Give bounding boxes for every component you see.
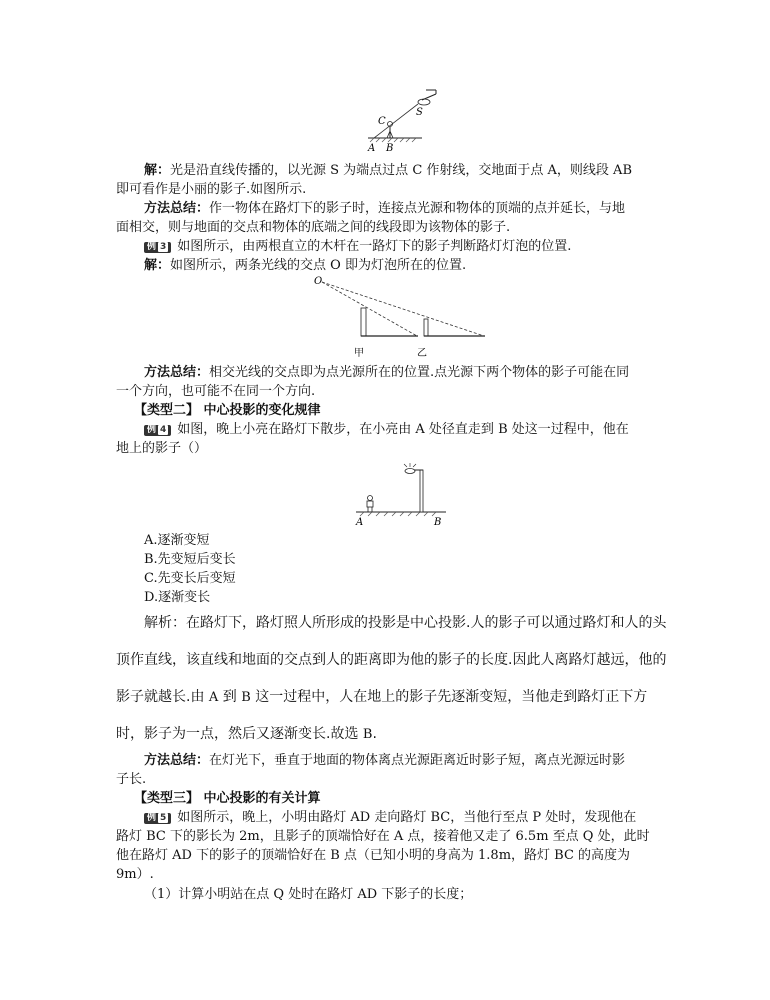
example-5-tag-num: 5: [160, 813, 167, 823]
fig3-label-a: A: [356, 517, 364, 528]
example-5-line-3: 他在路灯 AD 下的影子的顶端恰好在 B 点（已知小明的身高为 1.8m，路灯 BC 的高度为: [116, 848, 631, 863]
analysis-3b: A: [208, 690, 219, 705]
fig1-label-b: B: [386, 143, 394, 152]
figure-shadow-girl: [360, 80, 450, 152]
example-3-tag: [144, 242, 171, 253]
example-3-text: 如图所示，由两根直立的木杆在一路灯下的影子判断路灯灯泡的位置.: [177, 239, 572, 254]
fig3-label-b: B: [434, 517, 442, 528]
option-c: C.先变长后变短: [144, 571, 236, 586]
fig2-label-o: O: [314, 276, 323, 287]
question-1: （1）计算小明站在点 Q 处时在路灯 AD 下影子的长度；: [144, 887, 473, 902]
example-5-line-2: 路灯 BC 下的影长为 2m，且影子的顶端恰好在 A 点，接着他又走了 6.5m 至点 Q 处，此时: [116, 829, 650, 844]
solution-1-text-1: 光是沿直线传播的，以光源 S 为端点过点 C 作射线，交地面于点 A，则线段 AB: [170, 163, 632, 178]
summary-3-text-1: 在灯光下，垂直于地面的物体离点光源距离近时影子短，离点光源远时影: [209, 753, 626, 768]
fig2-label-jia: 甲: [354, 348, 364, 359]
type-2-heading: 【类型二】 中心投影的变化规律: [134, 403, 321, 418]
example-4-tag-label: 例: [147, 425, 157, 435]
summary-3-line-2: 子长.: [116, 772, 147, 787]
figure-streetlight: [352, 460, 452, 530]
analysis-line-3: [116, 688, 647, 707]
summary-1-text-1: 作一物体在路灯下的影子时，连接点光源和物体的顶端的点并延长，与地: [209, 201, 626, 216]
analysis-4b: B: [362, 727, 373, 742]
example-5-tag-label: 例: [147, 813, 157, 823]
example-3-tag-label: 例: [147, 242, 157, 252]
figure-two-poles: [312, 274, 492, 360]
option-a: A.逐渐变短: [144, 533, 210, 548]
summary-3-line-1: [144, 752, 625, 770]
analysis-line-4: [116, 725, 377, 744]
summary-2-lead: 方法总结：: [144, 365, 210, 380]
summary-2-line-2: 一个方向，也可能不在同一个方向.: [116, 384, 316, 399]
solution-1-line-2: 即可看作是小丽的影子.如图所示.: [116, 182, 307, 197]
analysis-4a: 时，影子为一点，然后又逐渐变长.故选: [116, 726, 363, 742]
solution-3-lead: 解：: [144, 258, 171, 273]
analysis-3a: 影子就越长.由: [116, 689, 209, 705]
example-3-tag-num: 3: [160, 242, 167, 252]
solution-3-text: 如图所示，两条光线的交点 O 即为灯泡所在的位置.: [170, 258, 467, 273]
summary-1-line-2: 面相交，则与地面的交点和物体的底端之间的线段即为该物体的影子.: [116, 220, 511, 235]
option-d: D.逐渐变长: [144, 590, 211, 605]
example-4-line-2: 地上的影子（）: [116, 441, 208, 456]
summary-lead: 方法总结：: [144, 201, 210, 216]
analysis-3e: 这一过程中，人在地上的影子先逐渐变短，当他走到路灯正下方: [250, 689, 648, 705]
fig1-label-s: S: [416, 107, 423, 118]
solution-3: [144, 257, 466, 275]
summary-2-line-1: [144, 364, 629, 382]
example-5-line-4: 9m）.: [116, 867, 154, 882]
example-4-line-1: [144, 421, 629, 439]
example-4-tag: [144, 425, 171, 436]
summary-2-text-1: 相交光线的交点即为点光源所在的位置.点光源下两个物体的影子可能在同: [209, 365, 630, 380]
summary-3-lead: 方法总结：: [144, 753, 210, 768]
type-3-heading: 【类型三】 中心投影的有关计算: [134, 791, 321, 806]
analysis-line-2: 顶作直线，该直线和地面的交点到人的距离即为他的影子的长度.因此人离路灯越远，他的: [116, 652, 667, 668]
solution-lead: 解：: [144, 163, 171, 178]
solution-1-line-1: [144, 162, 632, 180]
example-5-line-1: [144, 809, 636, 827]
summary-1-line-1: [144, 200, 625, 218]
analysis-3d: B: [241, 690, 251, 705]
analysis-3c: 到: [218, 689, 242, 705]
example-5-text-1: 如图所示，晚上，小明由路灯 AD 走向路灯 BC，当他行至点 P 处时，发现他在: [177, 810, 637, 825]
analysis-line-1: 解析：在路灯下，路灯照人所形成的投影是中心投影.人的影子可以通过路灯和人的头: [144, 615, 667, 631]
fig1-label-c: C: [378, 116, 386, 127]
example-3: [144, 238, 571, 256]
example-5-tag: [144, 813, 171, 824]
fig1-label-a: A: [368, 143, 376, 152]
option-b: B.先变短后变长: [144, 552, 236, 567]
example-4-text-1: 如图，晚上小亮在路灯下散步，在小亮由 A 处径直走到 B 处这一过程中，他在: [177, 422, 629, 437]
example-4-tag-num: 4: [160, 425, 167, 435]
analysis-4c: .: [372, 726, 377, 742]
fig2-label-yi: 乙: [417, 348, 427, 359]
